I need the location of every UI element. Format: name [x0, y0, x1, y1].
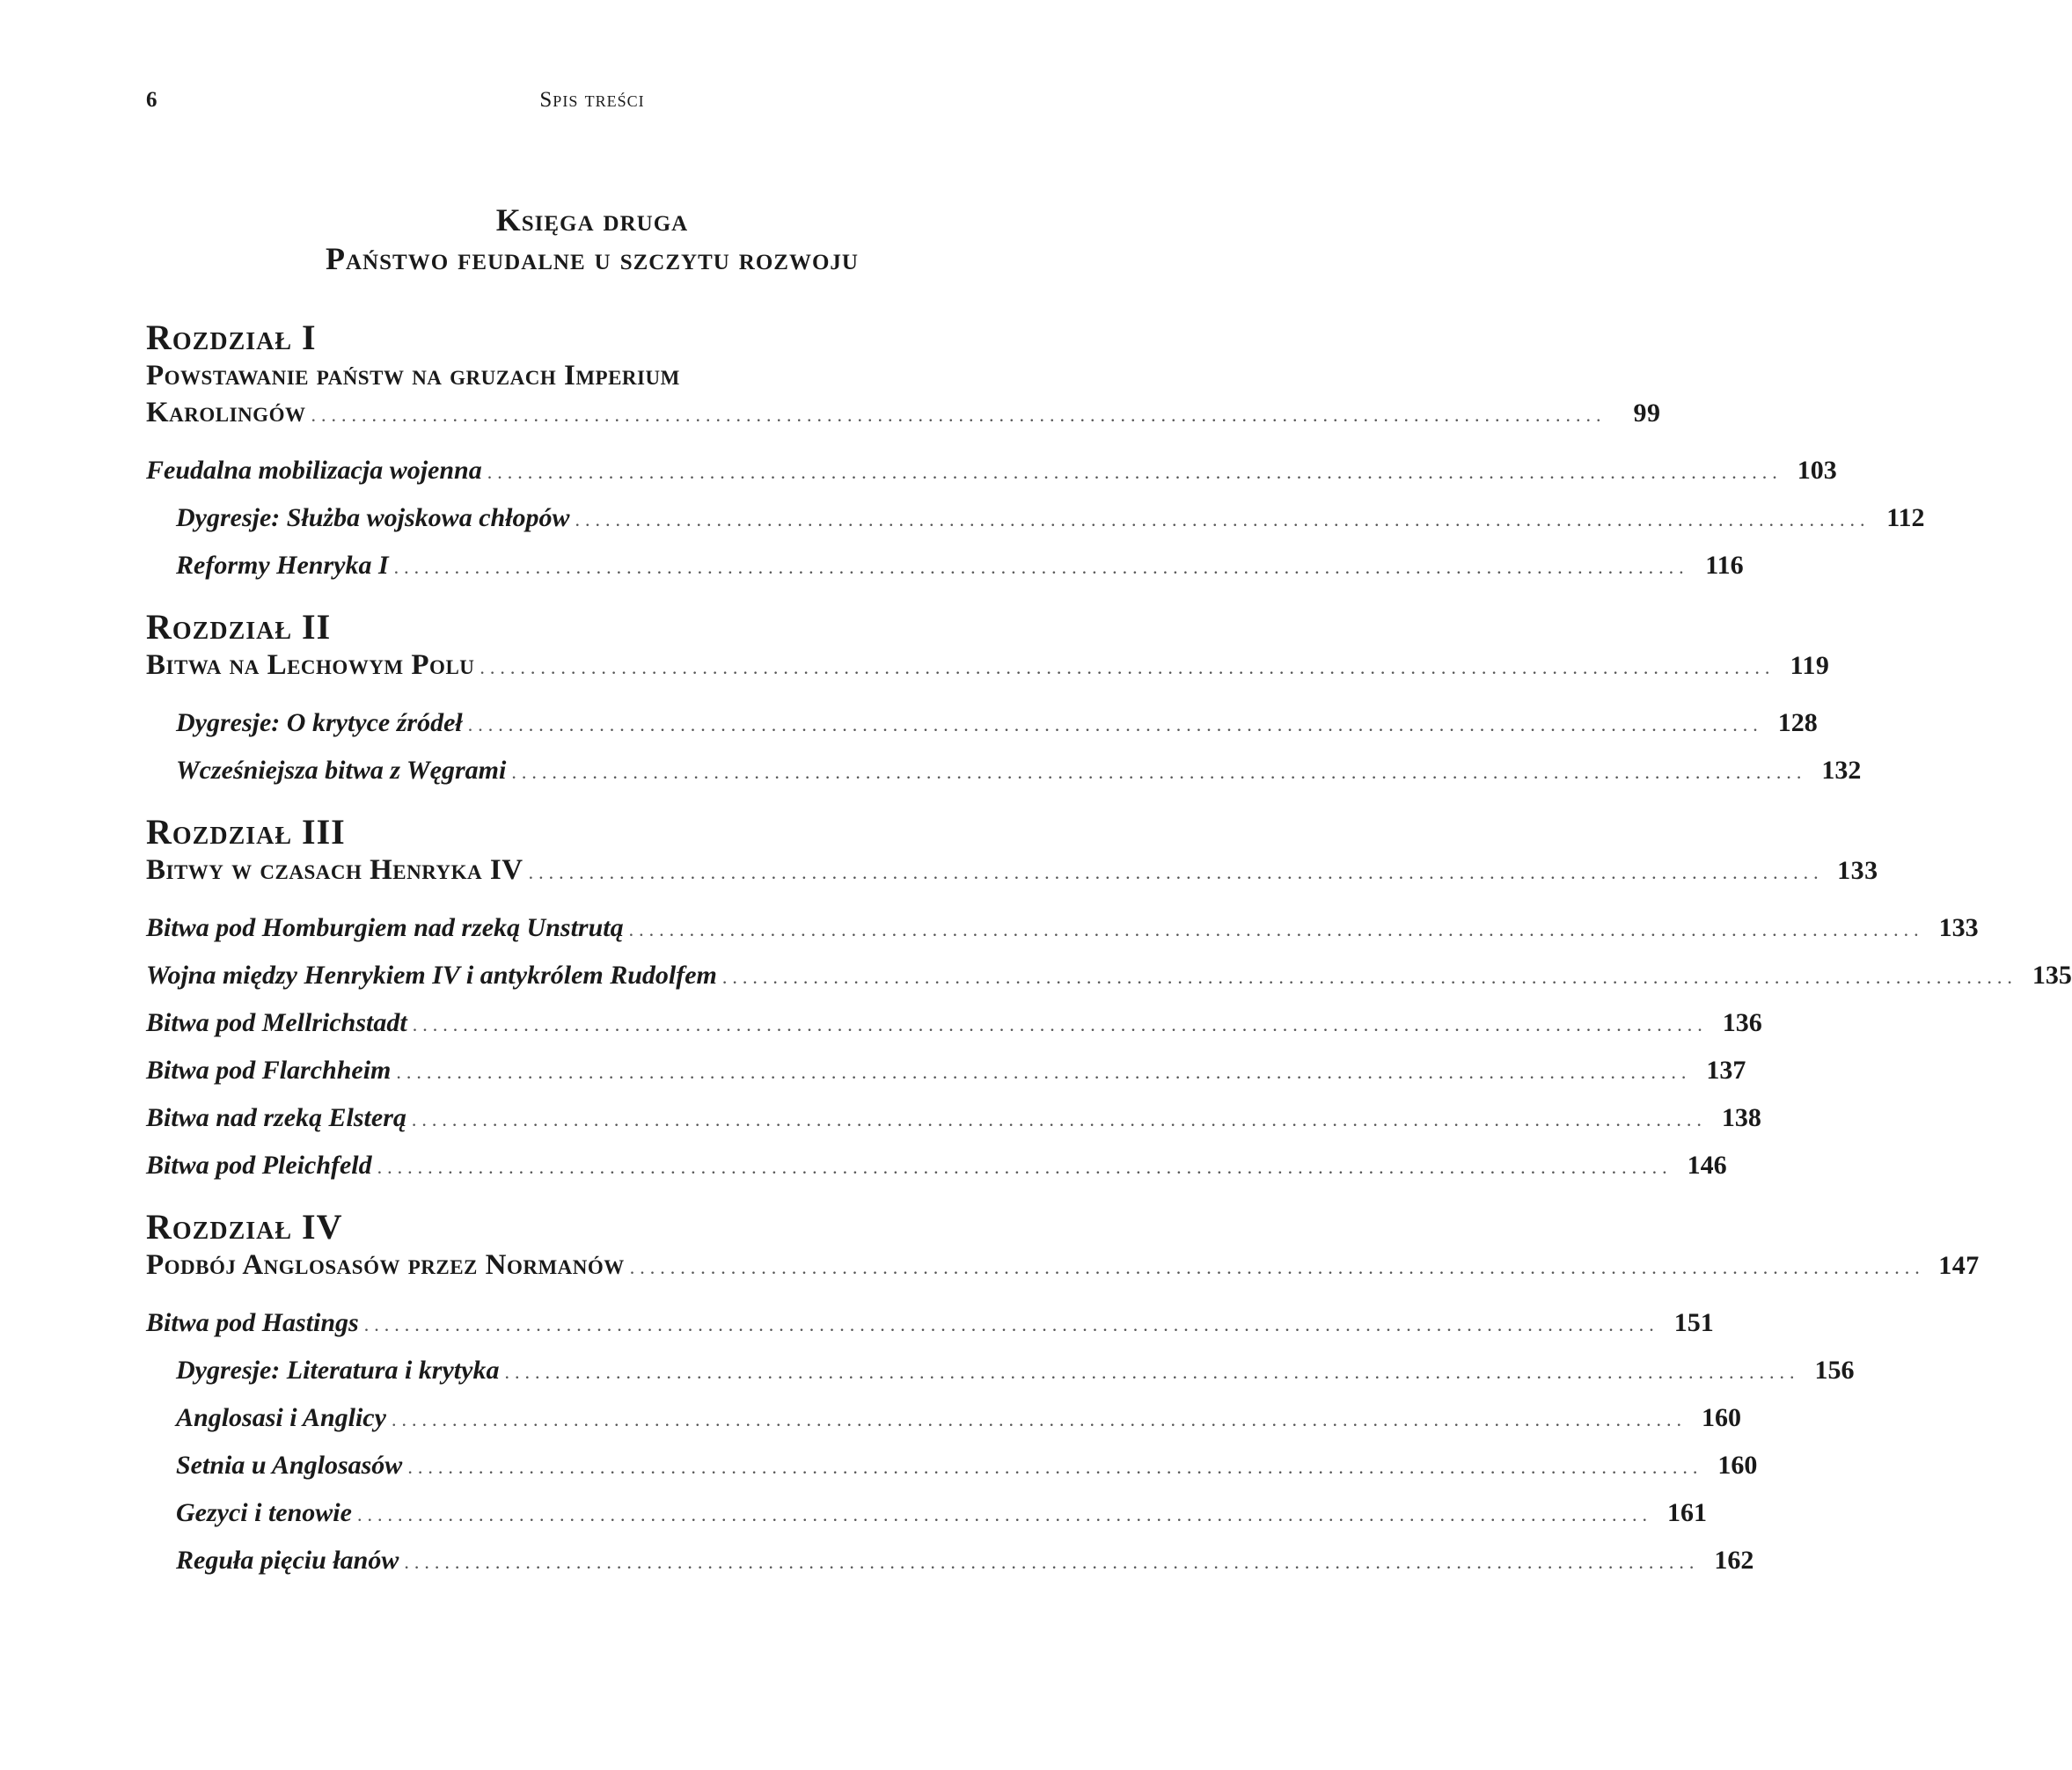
toc-entry[interactable]: [146, 1443, 1758, 1490]
page-ref: 146: [1687, 1151, 1727, 1180]
page-ref: 133: [1837, 856, 1878, 885]
entry-label: Wcześniejsza bitwa z Węgrami: [176, 756, 507, 785]
dot-leader: ................................................................................................................................: [629, 1256, 1925, 1278]
chapter-title: Powstawanie państw na gruzach Imperium: [146, 360, 680, 391]
toc-entry[interactable]: [146, 1300, 1714, 1348]
dot-leader: ................................................................................................................................: [628, 918, 1924, 940]
entry-label: Bitwa pod Hastings: [146, 1308, 359, 1337]
dot-leader: ................................................................................................................................: [412, 1013, 1708, 1035]
toc-entry[interactable]: [146, 543, 1744, 590]
entry-label: Bitwa pod Flarchheim: [146, 1056, 392, 1085]
page-ref: 119: [1790, 651, 1830, 680]
page-ref: 147: [1938, 1251, 1980, 1280]
chapter-heading: Rozdział III: [146, 812, 346, 852]
page-ref: 160: [1701, 1403, 1741, 1432]
chapter-title: Podbój Anglosasów przez Normanów: [146, 1249, 625, 1281]
entry-label: Bitwa pod Homburgiem nad rzeką Unstrutą: [146, 913, 624, 942]
chapter-title: Bitwy w czasach Henryka IV: [146, 854, 523, 886]
toc-entry[interactable]: [146, 448, 1837, 495]
toc-entry[interactable]: [146, 1538, 1754, 1585]
toc-entry[interactable]: [146, 953, 2072, 1000]
dot-leader: ................................................................................................................................: [487, 461, 1783, 483]
dot-leader: ................................................................................................................................: [721, 966, 2017, 988]
page-ref: 161: [1666, 1498, 1707, 1527]
entry-label: Reguła pięciu łanów: [176, 1546, 399, 1575]
dot-leader: ................................................................................................................................: [396, 1061, 1692, 1083]
entry-label: Wojna między Henrykiem IV i antykrólem Rudolfem: [146, 961, 717, 990]
toc-entry[interactable]: [146, 1395, 1741, 1443]
entry-label: Bitwa pod Pleichfeld: [146, 1151, 372, 1180]
entry-label: Bitwa pod Mellrichstadt: [146, 1008, 407, 1037]
toc-entry[interactable]: [146, 495, 1925, 543]
chapter-heading: Rozdział II: [146, 607, 332, 647]
entry-label: Gezyci i tenowie: [176, 1498, 352, 1527]
chapter-heading: Rozdział IV: [146, 1207, 343, 1247]
page-ref: 138: [1721, 1103, 1761, 1132]
chapter-title-row[interactable]: [146, 647, 1830, 686]
toc-entry[interactable]: [146, 1143, 1727, 1190]
page-ref: 151: [1673, 1308, 1714, 1337]
toc-entry[interactable]: [146, 905, 1979, 953]
page-ref: 135: [2032, 961, 2072, 990]
table-of-contents: [146, 318, 2072, 1585]
page-number: 6: [146, 88, 157, 112]
dot-leader: ................................................................................................................................: [528, 861, 1824, 883]
entry-label: Anglosasi i Anglicy: [176, 1403, 386, 1432]
page-ref: 103: [1797, 456, 1837, 485]
dot-leader: ................................................................................................................................: [511, 761, 1807, 783]
toc-entry[interactable]: [146, 1095, 1761, 1143]
chapter-title-row[interactable]: [146, 394, 1661, 434]
page-ref: 137: [1706, 1056, 1746, 1085]
toc-entry[interactable]: [146, 1048, 1746, 1095]
page-ref: 156: [1814, 1356, 1855, 1385]
dot-leader: ................................................................................................................................: [504, 1361, 1800, 1383]
entry-label: Dygresje: Służba wojskowa chłopów: [176, 503, 570, 532]
entry-label: Reformy Henryka I: [176, 551, 389, 580]
book-title-line-1: Księga druga: [495, 202, 689, 238]
chapter-1: [146, 318, 1925, 590]
chapter-title-continued: Karolingów: [146, 397, 306, 428]
running-title: Spis treści: [539, 88, 645, 112]
chapter-3: [146, 812, 2072, 1190]
toc-entry[interactable]: [146, 1490, 1707, 1538]
toc-entry[interactable]: [146, 1000, 1762, 1048]
chapter-title-row[interactable]: [146, 852, 1878, 891]
dot-leader: ................................................................................................................................: [393, 556, 1689, 578]
entry-label: Dygresje: Literatura i krytyka: [176, 1356, 500, 1385]
chapter-heading: Rozdział I: [146, 318, 317, 357]
page-ref: 128: [1777, 708, 1818, 737]
page-ref: 162: [1714, 1546, 1754, 1575]
page-ref: 160: [1717, 1451, 1758, 1480]
chapter-title-row[interactable]: [146, 1247, 1980, 1286]
page-ref: 136: [1722, 1008, 1762, 1037]
dot-leader: ................................................................................................................................: [575, 508, 1871, 530]
dot-leader: ................................................................................................................................: [467, 713, 1763, 735]
book-title: [146, 201, 1038, 278]
page-ref: 132: [1821, 756, 1862, 785]
page-ref: 116: [1705, 551, 1744, 580]
toc-entry[interactable]: [146, 1348, 1855, 1395]
book-title-line-2: Państwo feudalne u szczytu rozwoju: [326, 241, 859, 276]
chapter-title: Bitwa na Lechowym Polu: [146, 649, 475, 681]
toc-entry[interactable]: [146, 700, 1818, 748]
page-ref: 99: [1633, 399, 1661, 428]
page-ref: 133: [1938, 913, 1979, 942]
dot-leader: ................................................................................................................................: [391, 1408, 1687, 1430]
page-ref: 112: [1886, 503, 1925, 532]
dot-leader: ................................................................................................................................: [363, 1313, 1659, 1335]
dot-leader: ................................................................................................................................: [404, 1551, 1700, 1573]
entry-label: Feudalna mobilizacja wojenna: [146, 456, 482, 485]
entry-label: Bitwa nad rzeką Elsterą: [146, 1103, 406, 1132]
dot-leader: ................................................................................................................................: [356, 1503, 1652, 1525]
dot-leader: ................................................................................................................................: [411, 1108, 1707, 1130]
entry-label: Dygresje: O krytyce źródeł: [176, 708, 463, 737]
dot-leader: ................................................................................................................................: [480, 656, 1775, 678]
dot-leader: ................................................................................................................................: [311, 404, 1607, 426]
dot-leader: ................................................................................................................................: [407, 1456, 1703, 1478]
chapter-2: [146, 607, 1862, 795]
chapter-4: [146, 1207, 1980, 1585]
running-head: [146, 88, 1038, 123]
toc-entry[interactable]: [146, 748, 1862, 795]
entry-label: Setnia u Anglosasów: [176, 1451, 403, 1480]
dot-leader: ................................................................................................................................: [377, 1156, 1673, 1178]
